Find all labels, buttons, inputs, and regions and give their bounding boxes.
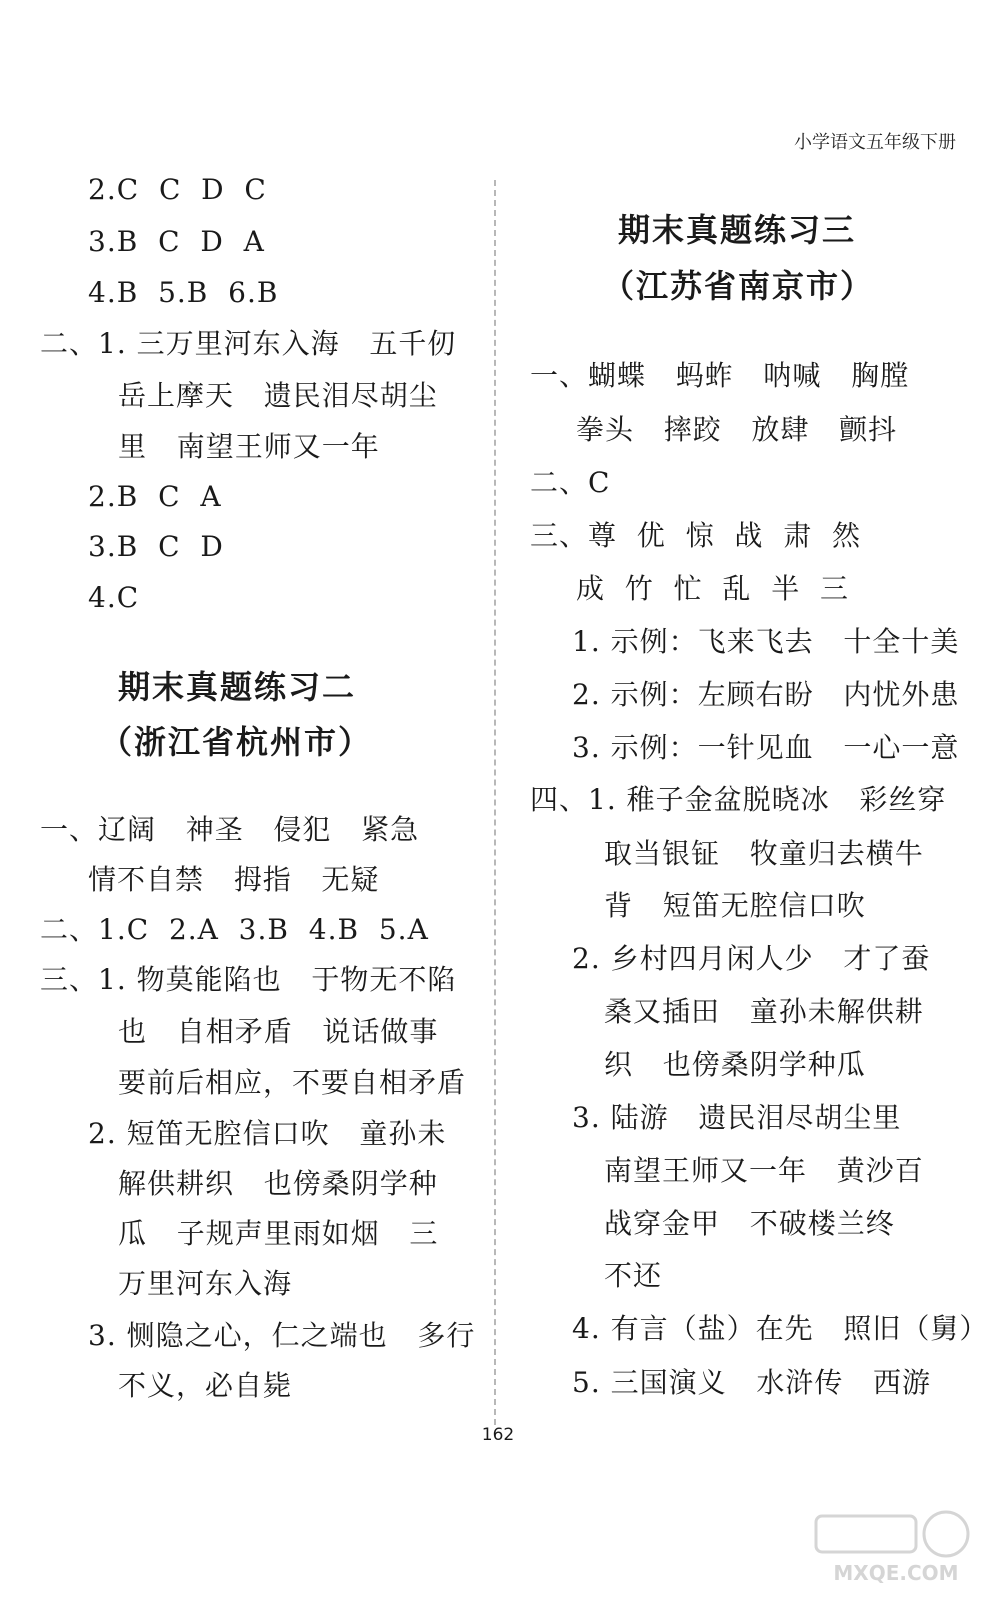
answer-line: 三、1. 物莫能陷也 于物无不陷 [40, 963, 457, 996]
answer-line: 三、尊 优 惊 战 肃 然 [530, 519, 862, 552]
answer-line: 3. 示例：一针见血 一心一意 [572, 731, 960, 764]
answer-line: 3.B C D [88, 530, 224, 563]
answer-line: 二、1. 三万里河东入海 五千仞 [40, 327, 457, 360]
column-divider [494, 180, 496, 1425]
answer-line: 拳头 摔跤 放肆 颤抖 [576, 413, 898, 446]
answer-line: 解供耕织 也傍桑阴学种 [118, 1167, 438, 1200]
answer-line: 一、辽阔 神圣 侵犯 紧急 [40, 813, 420, 846]
answer-line: 一、蝴蝶 蚂蚱 呐喊 胸膛 [530, 359, 910, 392]
answer-line: 四、1. 稚子金盆脱晓冰 彩丝穿 [530, 783, 947, 816]
answer-line: 5. 三国演义 水浒传 西游 [572, 1366, 932, 1399]
book-title: 小学语文五年级下册 [794, 132, 956, 153]
answer-line: 南望王师又一年 黄沙百 [604, 1154, 924, 1187]
answer-line: 取当银钲 牧童归去横牛 [604, 837, 924, 870]
answer-line: 成 竹 忙 乱 半 三 [576, 572, 850, 605]
answer-line: 3. 恻隐之心，仁之端也 多行 [88, 1319, 476, 1352]
answer-line: 2. 乡村四月闲人少 才了蚕 [572, 942, 931, 975]
answer-line: 战穿金甲 不破楼兰终 [604, 1207, 895, 1240]
answer-line: 二、1.C 2.A 3.B 4.B 5.A [40, 913, 429, 946]
answer-line: 2. 示例：左顾右盼 内忧外患 [572, 678, 960, 711]
answer-line: 4. 有言（盐）在先 照旧（舅） [572, 1312, 989, 1345]
answer-line: 桑又插田 童孙未解供耕 [604, 995, 924, 1028]
answer-line: 4.B 5.B 6.B [88, 276, 279, 309]
answer-line: 万里河东入海 [118, 1267, 293, 1300]
answer-line: 3. 陆游 遗民泪尽胡尘里 [572, 1101, 902, 1134]
answer-line: 不还 [604, 1259, 663, 1292]
section-subtitle: （江苏省南京市） [602, 267, 875, 305]
answer-line: 二、C [530, 466, 611, 499]
answer-line: 瓜 子规声里雨如烟 三 [118, 1217, 439, 1250]
section-subtitle: （浙江省杭州市） [100, 723, 373, 761]
answer-line: 情不自禁 拇指 无疑 [88, 863, 380, 896]
answer-line: 也 自相矛盾 说话做事 [118, 1015, 439, 1048]
section-title: 期末真题练习三 [618, 211, 857, 249]
answer-line: 岳上摩天 遗民泪尽胡尘 [118, 379, 438, 412]
answer-line: 1. 示例：飞来飞去 十全十美 [572, 625, 960, 658]
watermark-text: MXQE.COM [833, 1561, 959, 1585]
answer-line: 背 短笛无腔信口吹 [604, 889, 866, 922]
page-number: 162 [481, 1425, 515, 1445]
answer-line: 3.B C D A [88, 225, 265, 258]
section-title: 期末真题练习二 [118, 668, 357, 706]
answer-line: 2. 短笛无腔信口吹 童孙未 [88, 1117, 447, 1150]
answer-line: 2.C C D C [88, 173, 267, 206]
answer-line: 要前后相应，不要自相矛盾 [118, 1066, 467, 1099]
answer-line: 不义，必自毙 [118, 1369, 293, 1402]
answer-line: 4.C [88, 581, 140, 614]
answer-line: 2.B C A [88, 480, 222, 513]
watermark-logo-icon [806, 1508, 986, 1588]
answer-line: 里 南望王师又一年 [118, 430, 380, 463]
answer-line: 织 也傍桑阴学种瓜 [604, 1048, 866, 1081]
